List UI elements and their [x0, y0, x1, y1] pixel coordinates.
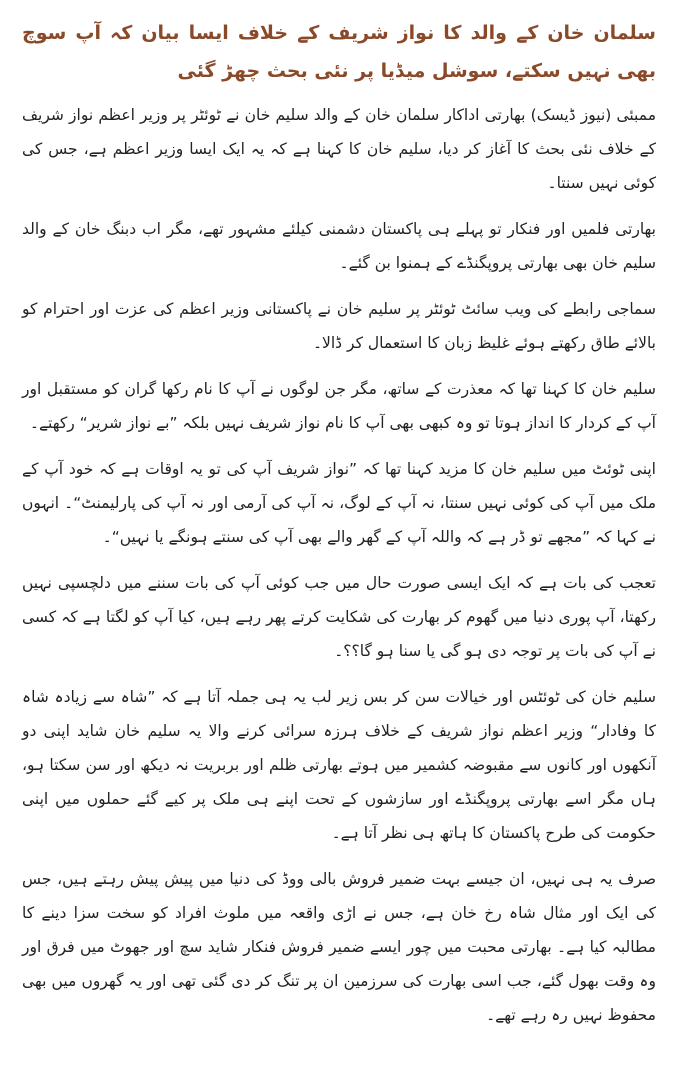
- paragraph-1: ممبئی (نیوز ڈیسک) بھارتی اداکار سلمان خان کے والد سلیم خان نے ٹوئٹر پر وزیر اعظم نواز شریف کے خلاف نئی بحث کا آغاز کر دیا، سلیم خان کا کہنا ہے کہ یہ ایک ایسا وزیر اعظم ہے، جس کی کوئی نہیں سنتا۔: [22, 106, 656, 192]
- paragraph-3: سماجی رابطے کی ویب سائٹ ٹوئٹر پر سلیم خان نے پاکستانی وزیر اعظم کی عزت اور احترام کو بالائے طاق رکھتے ہوئے غلیظ زبان کا استعمال کر ڈالا۔: [22, 300, 656, 352]
- paragraph-2: بھارتی فلمیں اور فنکار تو پہلے ہی پاکستان دشمنی کیلئے مشہور تھے، مگر اب دبنگ خان کے والد سلیم خان بھی بھارتی پروپگنڈے کے ہمنوا بن گئے۔: [22, 220, 656, 272]
- article-headline: سلمان خان کے والد کا نواز شریف کے خلاف ایسا بیان کہ آپ سوچ بھی نہیں سکتے، سوشل میڈیا پر نئی بحث چھڑ گئی: [22, 22, 656, 82]
- paragraph-8: صرف یہ ہی نہیں، ان جیسے بہت ضمیر فروش بالی ووڈ کی دنیا میں پیش پیش رہتے ہیں، جس کی ایک اور مثال شاہ رخ خان ہے، جس نے اڑی واقعہ میں ملوث افراد کو سخت سزا دینے کا مطالبہ کیا ہے۔ بھارتی محبت میں چور ایسے ضمیر فروش فنکار شاید سچ اور جھوٹ میں فرق اور وہ وقت بھول گئے، جب اسی بھارت کی سرزمین ان پر تنگ کر دی گئی تھی اور یہ گھروں میں بھی محفوظ نہیں رہ رہے تھے۔: [22, 870, 656, 1024]
- paragraph-4: سلیم خان کا کہنا تھا کہ معذرت کے ساتھ، مگر جن لوگوں نے آپ کا نام رکھا گران کو مستقبل اور آپ کے کردار کا انداز ہوتا تو وہ کبھی بھی آپ کا نام نواز شریف نہیں بلکہ ”بے نواز شریر“ رکھتے۔: [22, 380, 656, 432]
- paragraph-5: اپنی ٹوئٹ میں سلیم خان کا مزید کہنا تھا کہ ”نواز شریف آپ کی تو یہ اوقات ہے کہ خود آپ کے ملک میں آپ کی کوئی نہیں سنتا، نہ آپ کے لوگ، نہ آپ کی آرمی اور نہ آپ کی پارلیمنٹ“۔ انہوں نے کہا کہ ”مجھے تو ڈر ہے کہ واللہ آپ کے گھر والے بھی آپ کی سنتے ہونگے یا نہیں“۔: [22, 460, 656, 546]
- paragraph-7: سلیم خان کی ٹوئٹس اور خیالات سن کر بس زیر لب یہ ہی جملہ آتا ہے کہ ”شاہ سے زیادہ شاہ کا وفادار“ وزیر اعظم نواز شریف کے خلاف ہرزہ سرائی کرنے والا یہ سلیم خان شاید اپنی دو آنکھوں اور کانوں سے مقبوضہ کشمیر میں ہوتے بھارتی ظلم اور بربریت نہ دیکھ اور سن سکتا ہو، ہاں مگر اسے بھارتی پروپگنڈے اور سازشوں کے تحت اپنے ہی ملک پر کیے گئے حملوں میں اپنی حکومت کی طرح پاکستان کا ہاتھ ہی نظر آتا ہے۔: [22, 688, 656, 842]
- paragraph-6: تعجب کی بات ہے کہ ایک ایسی صورت حال میں جب کوئی آپ کی بات سننے میں دلچسپی نہیں رکھتا، آپ پوری دنیا میں گھوم کر بھارت کی شکایت کرتے پھر رہے ہیں، کیا آپ کو لگتا ہے کہ کسی نے آپ کی بات پر توجہ دی ہو گی یا سنا ہو گا؟؟۔: [22, 574, 656, 660]
